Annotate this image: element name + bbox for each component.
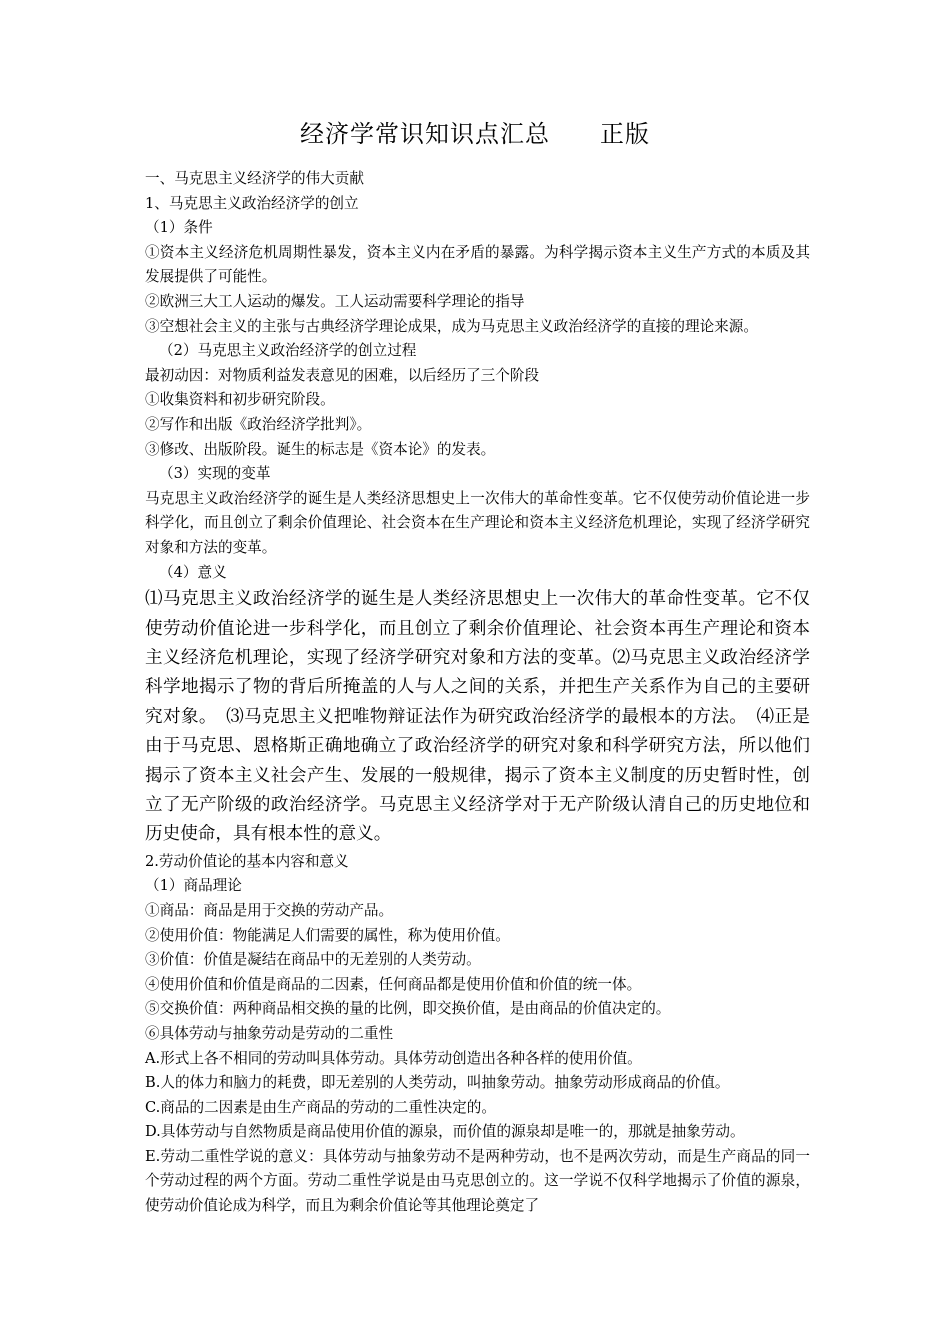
subsection-heading: 1、马克思主义政治经济学的创立	[145, 194, 359, 212]
paragraph: ③修改、出版阶段。诞生的标志是《资本论》的发表。	[145, 440, 496, 458]
paragraph: B.人的体力和脑力的耗费，即无差别的人类劳动，叫抽象劳动。抽象劳动形成商品的价值。	[145, 1074, 730, 1092]
subsection-heading: 2.劳动价值论的基本内容和意义	[145, 852, 349, 870]
paragraph: ①商品：商品是用于交换的劳动产品。	[145, 901, 394, 919]
paragraph: ③价值：价值是凝结在商品中的无差别的人类劳动。	[145, 951, 481, 969]
paragraph: 最初动因：对物质利益发表意见的困难，以后经历了三个阶段	[145, 366, 540, 384]
paragraph: ⑤交换价值：两种商品相交换的量的比例，即交换价值，是由商品的价值决定的。	[145, 1000, 671, 1018]
paragraph: D.具体劳动与自然物质是商品使用价值的源泉，而价值的源泉却是唯一的，那就是抽象劳动。	[145, 1123, 745, 1141]
paragraph: A.形式上各不相同的劳动叫具体劳动。具体劳动创造出各种各样的使用价值。	[145, 1049, 642, 1067]
paragraph: 马克思主义政治经济学的诞生是人类经济思想史上一次伟大的革命性变革。它不仅使劳动价值论进一步科学化，而且创立了剩余价值理论、社会资本在生产理论和资本主义经济危机理论，实现了经济学研究对象和方法的变革。	[145, 489, 810, 556]
paragraph-large: ⑴马克思主义政治经济学的诞生是人类经济思想史上一次伟大的革命性变革。它不仅使劳动价值论进一步科学化，而且创立了剩余价值理论、社会资本再生产理论和资本主义经济危机理论，实现了经济学研究对象和方法的变革。⑵马克思主义政治经济学科学地揭示了物的背后所掩盖的人与人之间的关系，并把生产关系作为自己的主要研究对象。 ⑶马克思主义把唯物辩证法作为研究政治经济学的最根本的方法。 ⑷正是由于马克思、恩格斯正确地确立了政治经济学的研究对象和科学研究方法，所以他们揭示了资本主义社会产生、发展的一般规律，揭示了资本主义制度的历史暂时性，创立了无产阶级的政治经济学。马克思主义经济学对于无产阶级认清自己的历史地位和历史使命，具有根本性的意义。	[145, 589, 810, 845]
item-heading: （1）条件	[145, 219, 213, 237]
document-body	[145, 167, 810, 1219]
item-heading: （4）意义	[159, 563, 227, 581]
paragraph: ②写作和出版《政治经济学批判》。	[145, 415, 372, 433]
section-heading: 一、马克思主义经济学的伟大贡献	[145, 170, 364, 187]
paragraph: ⑥具体劳动与抽象劳动是劳动的二重性	[145, 1024, 394, 1042]
item-heading: （3）实现的变革	[159, 465, 271, 483]
item-heading: （2）马克思主义政治经济学的创立过程	[159, 342, 417, 360]
paragraph: C.商品的二因素是由生产商品的劳动的二重性决定的。	[145, 1098, 496, 1116]
document-title: 经济学常识知识点汇总 正版	[300, 120, 650, 148]
paragraph: E.劳动二重性学说的意义：具体劳动与抽象劳动不是两种劳动，也不是两次劳动，而是生产商品的同一个劳动过程的两个方面。劳动二重性学说是由马克思创立的。这一学说不仅科学地揭示了价值的源泉，使劳动价值论成为科学，而且为剩余价值论等其他理论奠定了	[145, 1147, 810, 1215]
item-heading: （1）商品理论	[145, 877, 242, 895]
paragraph: ②使用价值：物能满足人们需要的属性，称为使用价值。	[145, 926, 510, 944]
paragraph: ②欧洲三大工人运动的爆发。工人运动需要科学理论的指导	[145, 292, 525, 310]
paragraph: ③空想社会主义的主张与古典经济学理论成果，成为马克思主义政治经济学的直接的理论来源。	[145, 317, 758, 335]
paragraph: ①收集资料和初步研究阶段。	[145, 391, 335, 409]
paragraph: ①资本主义经济危机周期性暴发，资本主义内在矛盾的暴露。为科学揭示资本主义生产方式的本质及其发展提供了可能性。	[145, 243, 810, 286]
paragraph: ④使用价值和价值是商品的二因素，任何商品都是使用价值和价值的统一体。	[145, 975, 642, 993]
